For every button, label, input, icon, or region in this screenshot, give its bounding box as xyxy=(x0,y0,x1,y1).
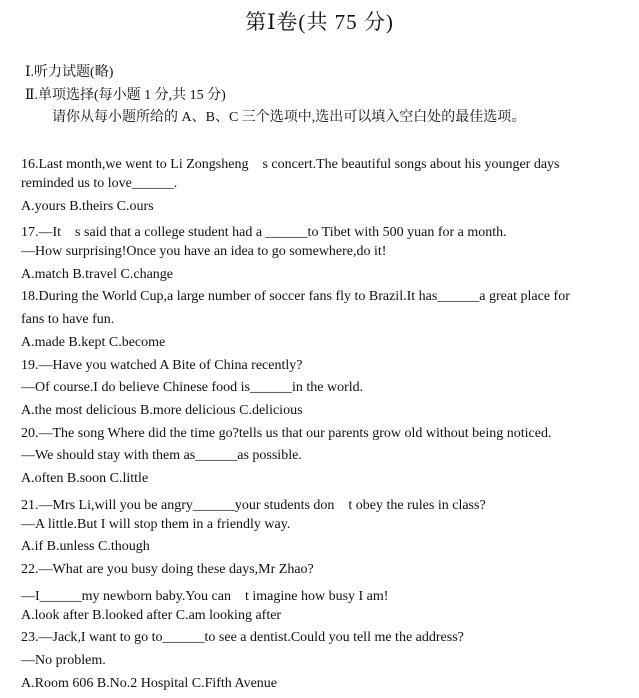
question-22-line-1: 22.—What are you busy doing these days,Mr Zhao? xyxy=(21,562,314,577)
question-19-options: A.the most delicious B.more delicious C.delicious xyxy=(21,403,303,418)
question-22-options: A.look after B.looked after C.am looking after xyxy=(21,608,282,623)
question-16-line-2: reminded us to love______. xyxy=(21,176,178,191)
section-listening: Ⅰ.听力试题(略) xyxy=(25,65,114,80)
question-18-line-1: 18.During the World Cup,a large number of soccer fans fly to Brazil.It has______a great place for xyxy=(21,289,570,304)
question-17-options: A.match B.travel C.change xyxy=(21,267,174,282)
question-23-line-2: —No problem. xyxy=(21,653,106,668)
question-21-options: A.if B.unless C.though xyxy=(21,539,150,554)
question-17-line-1: 17.—It s said that a college student had a ______to Tibet with 500 yuan for a month. xyxy=(21,225,507,240)
question-23-line-1: 23.—Jack,I want to go to______to see a dentist.Could you tell me the address? xyxy=(21,630,464,645)
question-23-options: A.Room 606 B.No.2 Hospital C.Fifth Avenue xyxy=(21,676,278,691)
paper-title: 第Ⅰ卷(共 75 分) xyxy=(245,10,394,34)
question-20-options: A.often B.soon C.little xyxy=(21,471,149,486)
question-18-line-2: fans to have fun. xyxy=(21,312,115,327)
question-21-line-1: 21.—Mrs Li,will you be angry______your students don t obey the rules in class? xyxy=(21,498,486,513)
question-16-options: A.yours B.theirs C.ours xyxy=(21,199,154,214)
question-19-line-2: —Of course.I do believe Chinese food is______in the world. xyxy=(21,380,364,395)
question-20-line-1: 20.—The song Where did the time go?tells us that our parents grow old without being noticed. xyxy=(21,426,552,441)
question-21-line-2: —A little.But I will stop them in a friendly way. xyxy=(21,517,291,532)
question-17-line-2: —How surprising!Once you have an idea to go somewhere,do it! xyxy=(21,244,387,259)
section-single-choice: Ⅱ.单项选择(每小题 1 分,共 15 分) xyxy=(25,88,226,103)
question-19-line-1: 19.—Have you watched A Bite of China recently? xyxy=(21,358,303,373)
question-18-options: A.made B.kept C.become xyxy=(21,335,166,350)
question-22-line-2: —I______my newborn baby.You can t imagine how busy I am! xyxy=(21,589,389,604)
question-20-line-2: —We should stay with them as______as possible. xyxy=(21,448,302,463)
question-16-line-1: 16.Last month,we went to Li Zongsheng s concert.The beautiful songs about his younger days xyxy=(21,157,560,172)
instruction: 请你从每小题所给的 A、B、C 三个选项中,选出可以填入空白处的最佳选项。 xyxy=(52,110,526,125)
